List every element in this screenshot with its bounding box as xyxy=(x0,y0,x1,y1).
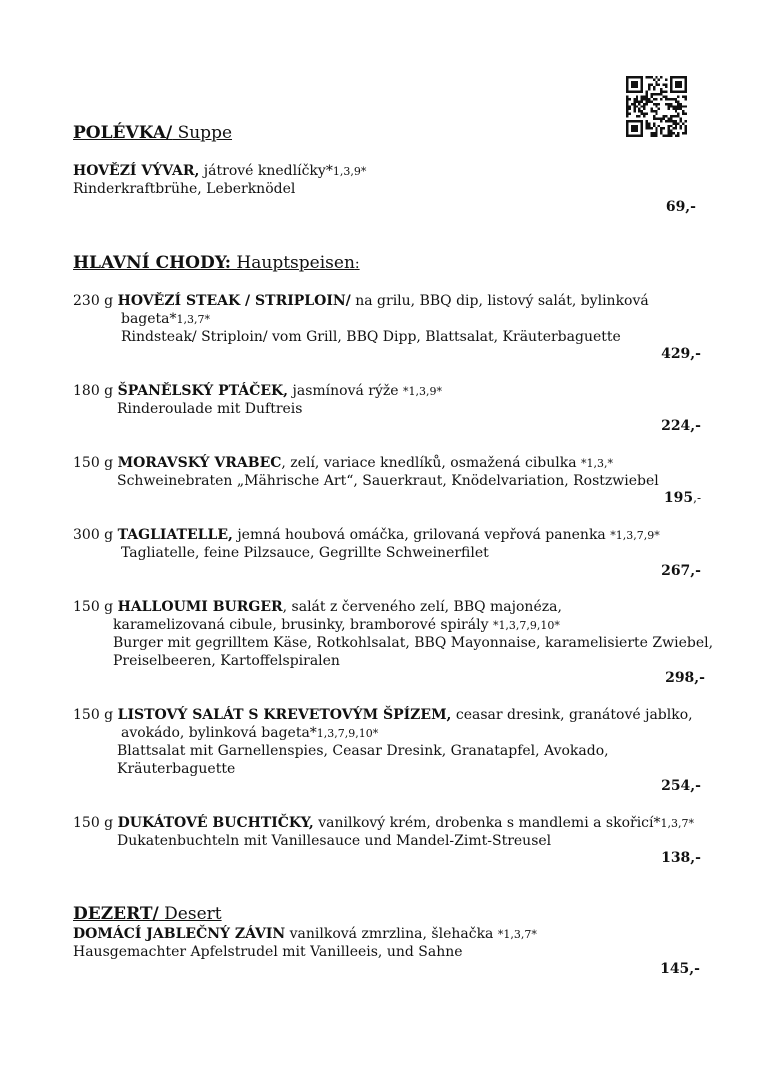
menu-item-price: 267,- xyxy=(661,563,701,579)
dessert-heading: DEZERT/ Desert xyxy=(73,904,222,924)
menu-item-de-2: Preiselbeeren, Kartoffelspiralen xyxy=(113,653,340,669)
dessert-item-line: DOMÁCÍ JABLEČNÝ ZÁVIN vanilková zmrzlina, šlehačka *1,3,7* xyxy=(73,926,537,942)
menu-item-de: Dukatenbuchteln mit Vanillesauce und Mandel-Zimt-Streusel xyxy=(117,833,552,849)
soup-item-line: HOVĚZÍ VÝVAR, játrové knedlíčky*1,3,9* xyxy=(73,163,367,179)
dessert-item-de: Hausgemachter Apfelstrudel mit Vanilleeis, und Sahne xyxy=(73,944,463,960)
menu-item-price: 224,- xyxy=(661,418,701,434)
soup-item-de: Rinderkraftbrühe, Leberknödel xyxy=(73,181,296,197)
menu-item-line: 150 g LISTOVÝ SALÁT S KREVETOVÝM ŠPÍZEM, ceasar dresink, granátové jablko, xyxy=(73,707,693,723)
menu-item-price: 195,- xyxy=(663,490,701,506)
menu-item-line: 150 g MORAVSKÝ VRABEC, zelí, variace knedlíků, osmažená cibulka *1,3,* xyxy=(73,455,614,471)
menu-item-de: Rindsteak/ Striploin/ vom Grill, BBQ Dipp, Blattsalat, Kräuterbaguette xyxy=(121,329,621,345)
menu-item-price: 138,- xyxy=(661,850,701,866)
menu-item-line: 300 g TAGLIATELLE, jemná houbová omáčka, grilovaná vepřová panenka *1,3,7,9* xyxy=(73,527,660,543)
dessert-item-price: 145,- xyxy=(660,961,700,977)
menu-item-price: 254,- xyxy=(661,778,701,794)
menu-item-de: Rinderoulade mit Duftreis xyxy=(117,401,303,417)
menu-item-de: Schweinebraten „Mährische Art“, Sauerkraut, Knödelvariation, Rostzwiebel xyxy=(117,473,659,489)
menu-item-line: 150 g DUKÁTOVÉ BUCHTIČKY, vanilkový krém, drobenka s mandlemi a skořicí*1,3,7* xyxy=(73,815,695,831)
menu-item-line: 230 g HOVĚZÍ STEAK / STRIPLOIN/ na grilu, BBQ dip, listový salát, bylinková xyxy=(73,293,649,309)
menu-item-de: Burger mit gegrilltem Käse, Rotkohlsalat, BBQ Mayonnaise, karamelisierte Zwiebel, xyxy=(113,635,714,651)
mains-heading: HLAVNÍ CHODY: Hauptspeisen: xyxy=(73,253,360,273)
menu-item-de: Blattsalat mit Garnellenspies, Ceasar Dresink, Granatapfel, Avokado, xyxy=(117,743,609,759)
menu-item-line-2: karamelizovaná cibule, brusinky, bramborové spirály *1,3,7,9,10* xyxy=(113,617,560,633)
soup-item-price: 69,- xyxy=(665,199,696,215)
menu-item-de: Tagliatelle, feine Pilzsauce, Gegrillte Schweinerfilet xyxy=(121,545,489,561)
menu-item-line: 180 g ŠPANĚLSKÝ PTÁČEK, jasmínová rýže *1,3,9* xyxy=(73,383,443,399)
menu-item-price: 298,- xyxy=(665,670,705,686)
menu-item-price: 429,- xyxy=(661,346,701,362)
menu-item-line-2: bageta*1,3,7* xyxy=(121,311,211,327)
menu-item-de-2: Kräuterbaguette xyxy=(117,761,236,777)
soup-heading: POLÉVKA/ Suppe xyxy=(73,123,233,143)
qr-code-icon xyxy=(626,76,687,137)
menu-item-line: 150 g HALLOUMI BURGER, salát z červeného zelí, BBQ majonéza, xyxy=(73,599,562,615)
menu-item-line-2: avokádo, bylinková bageta*1,3,7,9,10* xyxy=(121,725,379,741)
